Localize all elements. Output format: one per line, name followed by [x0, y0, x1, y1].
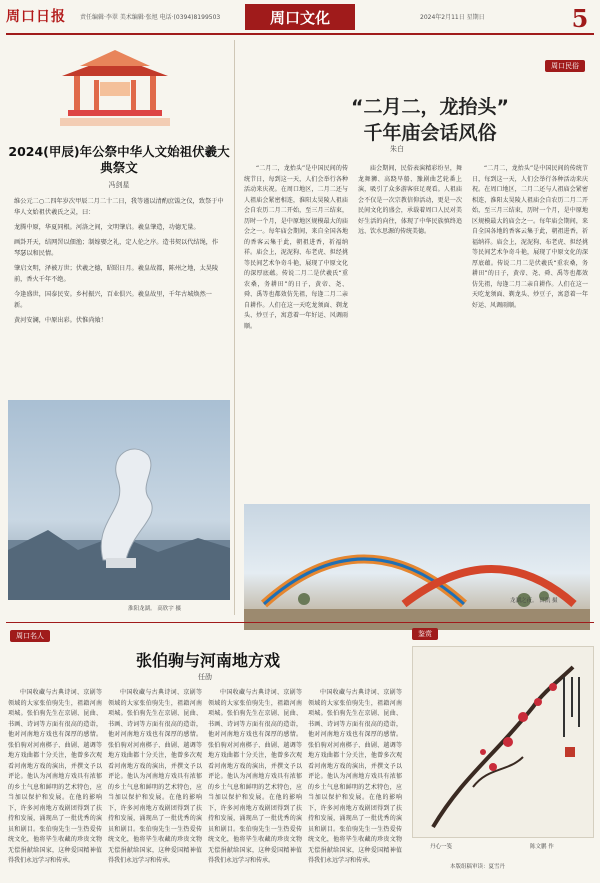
bottom-col-2: 中国收藏与古典诗词、京剧等领域的大家张伯驹先生，祖籍河南项城。张伯驹先生在京剧、昆曲、书画、诗词等方面有很高的造诣，他对河南地方戏也有深厚的感情。张伯驹对河南梆子、曲剧、越调等地方戏曲都十分关注，他曾多次观看河南地方戏的演出，并撰文予以评论。他认为河南地方戏具有浓郁的乡土气息和鲜明的艺术特色，应当加以保护和发展。在他的影响下，许多河南地方戏剧团得到了扶持和发展，涌现出了一批优秀的演员和剧目。张伯驹先生一生热爱传统文化，他将毕生收藏的珍贵文物无偿捐献给国家，这种爱国精神值得我们永远学习和传承。 — [108, 689, 202, 864]
feature-col-1: “二月二，龙抬头”是中国民间的传统节日，每到这一天，人们会举行各种活动来庆祝。在周口地区，二月二还与人祖庙会紧密相连，淮阳太昊陵人祖庙会自农历二月二开始，至三月三结束，历时一个月，是中原地区规模最大的庙会之一。每年庙会期间，来自全国各地的香客云集于此，朝祖进香，祈福纳祥。庙会上，泥泥狗、布老虎、担经挑等民间艺术争奇斗艳，展现了中原文化的深厚底蕴。传说二月二是伏羲氏“重农桑，务耕田”的日子，黄帝、尧、舜、禹等也都效仿先祖，每逢二月二亲自耕作。人们在这一天吃龙须面、剃龙头、炒豆子，寓意着一年好运、风调雨顺。 — [244, 165, 348, 330]
bottom-col-3: 中国收藏与古典诗词、京剧等领域的大家张伯驹先生，祖籍河南项城。张伯驹先生在京剧、昆曲、书画、诗词等方面有很高的造诣，他对河南地方戏也有深厚的感情。张伯驹对河南梆子、曲剧、越调等地方戏曲都十分关注，他曾多次观看河南地方戏的演出，并撰文予以评论。他认为河南地方戏具有浓郁的乡土气息和鲜明的艺术特色，应当加以保护和发展。在他的影响下，许多河南地方戏剧团得到了扶持和发展，涌现出了一批优秀的演员和剧目。张伯驹先生一生热爱传统文化，他将毕生收藏的珍贵文物无偿捐献给国家，这种爱国精神值得我们永远学习和传承。 — [208, 689, 302, 864]
feature-col-3: “二月二，龙抬头”是中国民间的传统节日，每到这一天，人们会举行各种活动来庆祝。在周口地区，二月二还与人祖庙会紧密相连，淮阳太昊陵人祖庙会自农历二月二开始，至三月三结束，历时一个月，是中原地区规模最大的庙会之一。每年庙会期间，来自全国各地的香客云集于此，朝祖进香，祈福纳祥。庙会上，泥泥狗、布老虎、担经挑等民间艺术争奇斗艳，展现了中原文化的深厚底蕴。传说二月二是伏羲氏“重农桑，务耕田”的日子，黄帝、尧、舜、禹等也都效仿先祖，每逢二月二亲自耕作。人们在这一天吃龙须面、剃龙头、炒豆子，寓意着一年好运、风调雨顺。 — [472, 165, 588, 309]
dragon-lantern-icon — [244, 504, 590, 630]
dragon-arch-photo — [244, 504, 590, 630]
masthead: 周口日报 — [6, 9, 66, 25]
bottom-left-article — [8, 628, 403, 878]
plum-blossom-painting-icon — [413, 647, 593, 837]
dragon-sculpture-icon — [8, 400, 230, 600]
editor-note: 本版组稿审读：夏雪丹 — [450, 864, 506, 870]
header-date: 2024年2月11日 星期日 — [420, 14, 485, 21]
left-article-author: 冯剑星 — [108, 181, 130, 189]
feature-col-2: 庙会期间，民俗表演精彩纷呈，舞龙舞狮、高跷旱船、豫剧曲艺轮番上演，吸引了众多游客驻足观看。人祖庙会不仅是一次宗教信仰活动，更是一次民间文化的盛会，承载着周口人民对美好生活的向往，体现了中华民族慎终追远、饮水思源的传统美德。 — [358, 165, 462, 235]
poem-line: 维公元二○二四年岁次甲辰二月二十二日，我等谨以清酌庶馐之仪，致祭于中华人文始祖伏羲氏之灵，曰： — [14, 198, 224, 216]
bottom-left-author: 任劭 — [198, 673, 212, 681]
section-title: 周口文化 — [245, 4, 355, 30]
bottom-right-tag: 鉴赏 — [412, 628, 438, 640]
header-meta: 责任编辑·李翠 美术编辑·张旭 电话·(0394)8199503 — [80, 14, 221, 21]
page-number: 5 — [571, 3, 589, 33]
dragon-statue-photo — [8, 400, 230, 600]
feature-tag: 周口民俗 — [545, 60, 585, 72]
painting-author: 陈文鹏 作 — [530, 844, 554, 850]
feature-photo-caption: 龙湖之夜。 田凯 摄 — [510, 598, 558, 604]
poem-line: 肇启文明，泽被万世；伏羲之德，昭昭日月。羲皇故都，陈州之地，太昊陵前，香火千年不绝。 — [14, 265, 219, 283]
bottom-col-1: 中国收藏与古典诗词、京剧等领域的大家张伯驹先生，祖籍河南项城。张伯驹先生在京剧、昆曲、书画、诗词等方面有很高的造诣，他对河南地方戏也有深厚的感情。张伯驹对河南梆子、曲剧、越调等地方戏曲都十分关注，他曾多次观看河南地方戏的演出，并撰文予以评论。他认为河南地方戏具有浓郁的乡土气息和鲜明的艺术特色，应当加以保护和发展。在他的影响下，许多河南地方戏剧团得到了扶持和发展，涌现出了一批优秀的演员和剧目。张伯驹先生一生热爱传统文化，他将毕生收藏的珍贵文物无偿捐献给国家，这种爱国精神值得我们永远学习和传承。 — [8, 689, 102, 864]
painting-title: 丹心一笺 — [430, 844, 453, 850]
poem-line: 黄河安澜，中原出彩。伏惟尚飨！ — [14, 317, 107, 324]
feature-author: 朱白 — [390, 145, 404, 153]
main-feature — [240, 40, 594, 620]
left-article — [8, 40, 230, 620]
poem-line: 今逢盛世，国泰民安。乡村振兴，百业俱兴。羲皇故里，千年古城焕然一新。 — [14, 291, 212, 309]
feature-title-line1: “二月二，龙抬头” — [351, 96, 509, 118]
bottom-col-4: 中国收藏与古典诗词、京剧等领域的大家张伯驹先生，祖籍河南项城。张伯驹先生在京剧、昆曲、书画、诗词等方面有很高的造诣，他对河南地方戏也有深厚的感情。张伯驹对河南梆子、曲剧、越调等地方戏曲都十分关注，他曾多次观看河南地方戏的演出，并撰文予以评论。他认为河南地方戏具有浓郁的乡土气息和鲜明的艺术特色，应当加以保护和发展。在他的影响下，许多河南地方戏剧团得到了扶持和发展，涌现出了一批优秀的演员和剧目。张伯驹先生一生热爱传统文化，他将毕生收藏的珍贵文物无偿捐献给国家，这种爱国精神值得我们永远学习和传承。 — [308, 689, 402, 864]
header-rule — [6, 33, 594, 35]
left-article-title: 2024(甲辰)年公祭中华人文始祖伏羲大典祭文 — [8, 144, 230, 175]
memorial-gate-illustration — [60, 46, 170, 126]
left-photo-caption: 淮阳龙湖。 高欣宇 摄 — [128, 606, 181, 612]
bottom-left-title: 张伯驹与河南地方戏 — [135, 651, 280, 670]
bottom-right-painting — [410, 626, 594, 876]
feature-title-line2: 千年庙会话风俗 — [363, 122, 497, 144]
painting-frame — [412, 646, 594, 838]
section-separator — [6, 622, 594, 623]
column-divider — [234, 40, 235, 615]
poem-line: 画卦开天，结网罟以佃渔；制嫁娶之礼，定人伦之序。造书契以代结绳，作琴瑟以和民情。 — [14, 239, 219, 257]
left-article-poem — [14, 196, 224, 376]
bottom-left-tag: 周口名人 — [10, 630, 50, 642]
poem-line: 龙腾中原，华夏同根。河洛之间，文明肇启。羲皇肇造，功德无量。 — [14, 224, 200, 231]
